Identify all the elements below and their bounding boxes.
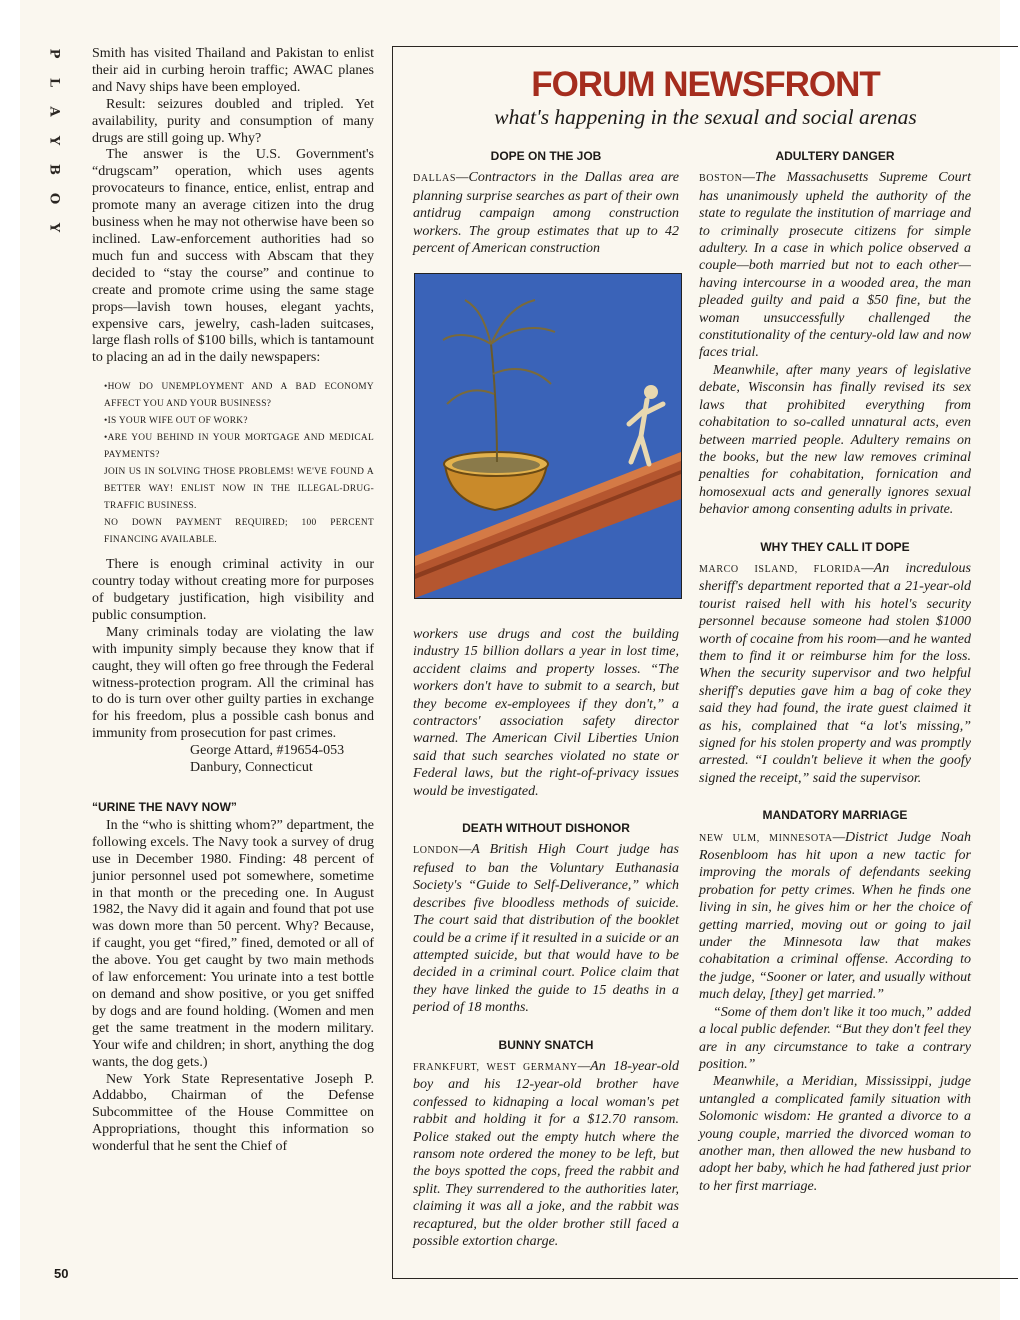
story-body: —The Massachusetts Supreme Court has unanimously upheld the authority of the state to regulate the institution of marriage and to criminally prosecute citizens for simple adultery. In a case in which police observed a couple—both married but not to each other—having intercourse in a wooded area, the man pleaded guilty and paid a $50 fine, but the woman unsuccessfully challenged the constitutionality of the century-old law and now faces trial. (699, 170, 971, 361)
dateline: BOSTON (699, 173, 743, 185)
news-column-right (699, 148, 971, 1215)
forum-newsfront-box (392, 46, 1018, 1279)
body-paragraph: There is enough criminal activity in our country today without creating more for purposes of budgetary justification, high visibility and public consumption. (92, 557, 374, 623)
page-number: 50 (54, 1266, 69, 1281)
story-text: workers use drugs and cost the building industry 15 billion dollars a year in lost time, accident claims and property losses. “The workers don't have to submit to a search, but they become ex-employees if they don't,” a contractors' association safety director warned. The American Civil Liberties Union said that such searches violated no state or Federal laws, but the right-of-privacy issues would be investigated. (413, 627, 679, 799)
dateline: LONDON (413, 845, 459, 857)
story-text (413, 169, 679, 257)
body-paragraph: Result: seizures doubled and tripled. Yet availability, purity and consumption of many drugs are still going up. Why? (92, 96, 374, 146)
story-text (699, 169, 971, 361)
story-body: —Contractors in the Dallas area are planning surprise searches as part of their own antidrug campaign among construction workers. The group estimates that up to 42 percent of American construction (413, 170, 679, 257)
story-heading: MANDATORY MARRIAGE (762, 808, 908, 823)
signature-place: Danbury, Connecticut (190, 760, 313, 776)
forum-title: FORUM NEWSFRONT (531, 65, 880, 104)
body-paragraph: In the “who is shitting whom?” department, the following excels. The Navy took a survey of drug use in December 1980. Finding: 48 percent of junior personnel used pot somewhere, sometime in that month or the preceding one. In August 1982, the Navy did it again and found that pot use was down more than 50 percent. Why? Because, if caught, you get “fired,” fined, demoted or all of the above. You get caught by two main methods of law enforcement: You urinate into a test bottle on demand and show positive, or you get sniffed by dogs and are found holding. (Women and men get the same treatment in the modern military. Your wife and children; in short, anything the dog wants, the dog gets.) (92, 817, 374, 1070)
letters-column (92, 46, 374, 1156)
story-text: Meanwhile, after many years of legislative debate, Wisconsin has finally revised its sex laws that prohibited everything from cohabitation to so-called unnatural acts, even between married people. Adultery remains on the books, but the new law removes criminal penalties for cohabitation, fornication and homosexual acts and generally ignores sexual behavior among consenting adults in private. (699, 362, 971, 518)
magazine-letter: B (46, 164, 62, 175)
story-body: —A British High Court judge has refused to ban the Voluntary Euthanasia Society's “Guide to Self-Deliverance,” which describes five bloodless methods of suicide. The court said that distribution of the booklet could be a crime if it resulted in a suicide or an attempted suicide, but that would have to be decided in a criminal court. Police claim that they have linked the guide to 15 deaths in a period of 18 months. (413, 842, 679, 1016)
ad-line: •HOW DO UNEMPLOYMENT AND A BAD ECONOMY AFFECT YOU AND YOUR BUSINESS? (104, 382, 374, 410)
section-heading: “URINE THE NAVY NOW” (92, 800, 237, 814)
ad-line: NO DOWN PAYMENT REQUIRED; 100 PERCENT FINANCING AVAILABLE. (104, 518, 374, 546)
magazine-letter: L (46, 77, 62, 88)
story-heading: ADULTERY DANGER (775, 149, 895, 163)
body-paragraph: New York State Representative Joseph P. Addabbo, Chairman of the Defense Subcommittee of the House Committee on Appropriations, thought this information so wonderful that he sent the Chief of (92, 1071, 374, 1155)
story-heading: BUNNY SNATCH (498, 1037, 594, 1052)
story-body: —An 18-year-old boy and his 12-year-old brother have confessed to kidnaping a local woman's pet rabbit and holding it for a $12.70 ransom. Police staked out the empty hutch where the ransom note ordered the money to be left, but the boys spotted the cops, freed the rabbit and split. They surrendered to the authorities later, claiming it was all a joke, and the rabbit was recaptured, but the older brother still faced a possible extortion charge. (413, 1058, 679, 1249)
ad-line: JOIN US IN SOLVING THOSE PROBLEMS! WE'VE FOUND A BETTER WAY! ENLIST NOW IN THE ILLEGAL-DRUG-TRAFFIC BUSINESS. (104, 467, 374, 512)
dateline: DALLAS (413, 173, 457, 185)
body-paragraph: The answer is the U.S. Government's “drugscam” operation, which uses agents provocateurs to finance, entice, enlist, entrap and promote many an average citizen into the drug business when he may not otherwise have been so inclined. Law-enforcement authorities had so much fun and success with Abscam that they decided to “stay the course” and continue to create and promote crime using the same stage props—lavish town houses, elegant yachts, expensive cars, jewelry, cash-laden suitcases, large flash rolls of $100 bills, which is tantamount to placing an ad in the daily newspapers: (92, 147, 374, 366)
story-text (413, 841, 679, 1016)
story-text (413, 1058, 679, 1250)
magazine-letter: Y (46, 222, 62, 233)
magazine-letter: A (46, 106, 62, 117)
body-paragraph: Smith has visited Thailand and Pakistan to enlist their aid in curbing heroin traffic; AWAC planes and Navy ships have been employed. (92, 46, 374, 95)
magazine-page (20, 0, 1000, 1320)
magazine-letter: P (46, 48, 62, 59)
signature-name: George Attard, #19654-053 (190, 743, 345, 759)
mock-advertisement (104, 379, 374, 549)
story-body: —An incredulous sheriff's department reported that a 21-year-old tourist raised hell with his hotel's security personnel because someone had stolen $1000 worth of cocaine from his room—and he wanted them to find it or reimburse him for the loss. When the security supervisor and two helpful sheriff's deputies gave him a bag of coke they said they had found, the irate guest claimed it as his, complained that “a lot's missing,” signed for his stolen property and was promptly arrested. “I couldn't believe it when the goofy signed the receipt,” said the supervisor. (699, 560, 971, 786)
magazine-letter: O (46, 192, 62, 205)
ad-line: •ARE YOU BEHIND IN YOUR MORTGAGE AND MEDICAL PAYMENTS? (104, 433, 374, 461)
story-body: —District Judge Noah Rosenbloom has hit upon a new tactic for improving the morals of defendants seeking probation for petty crimes. When he finds one living in sin, he gives him or her the choice of getting married, moving out or going to jail under the Minnesota law that makes cohabitation a criminal offense. According to the judge, “Sooner or later, and usually without much delay, [they] get married.” (699, 829, 972, 1003)
dateline: NEW ULM, MINNESOTA (699, 832, 833, 844)
magazine-name-vertical (42, 46, 66, 235)
story-text (699, 560, 971, 787)
body-paragraph: Many criminals today are violating the law with impunity simply because they know that if caught, they will often go free through the Federal witness-protection program. All the criminal has to do is turn over other guilty parties in exchange for his freedom, plus a possible cash bonus and immunity from prosecution for past crimes. (92, 624, 374, 742)
forum-subtitle: what's happening in the sexual and social arenas (494, 105, 917, 129)
story-text (699, 829, 971, 1004)
dateline: FRANKFURT, WEST GERMANY (413, 1061, 578, 1073)
dateline: MARCO ISLAND, FLORIDA (699, 563, 862, 575)
story-heading: DOPE ON THE JOB (490, 149, 602, 163)
story-text: “Some of them don't like it too much,” added a local public defender. “But they don't feel they are in any circumstance to take a contrary position.” (699, 1004, 971, 1072)
story-text: Meanwhile, a Meridian, Mississippi, judge untangled a complicated family situation with Solomonic wisdom: He granted a divorce to a young couple, married the divorced woman to another man, then allowed the new husband to adopt her baby, which he had fathered just prior to her first marriage. (699, 1074, 971, 1194)
potted-palm-illustration (415, 274, 681, 598)
magazine-letter: Y (46, 135, 62, 146)
ad-line: •IS YOUR WIFE OUT OF WORK? (104, 416, 248, 427)
story-heading: DEATH WITHOUT DISHONOR (462, 821, 630, 836)
news-column-left-lower (413, 626, 679, 1270)
illustration (414, 273, 682, 599)
news-column-left-upper (413, 148, 679, 257)
story-heading: WHY THEY CALL IT DOPE (760, 539, 910, 554)
